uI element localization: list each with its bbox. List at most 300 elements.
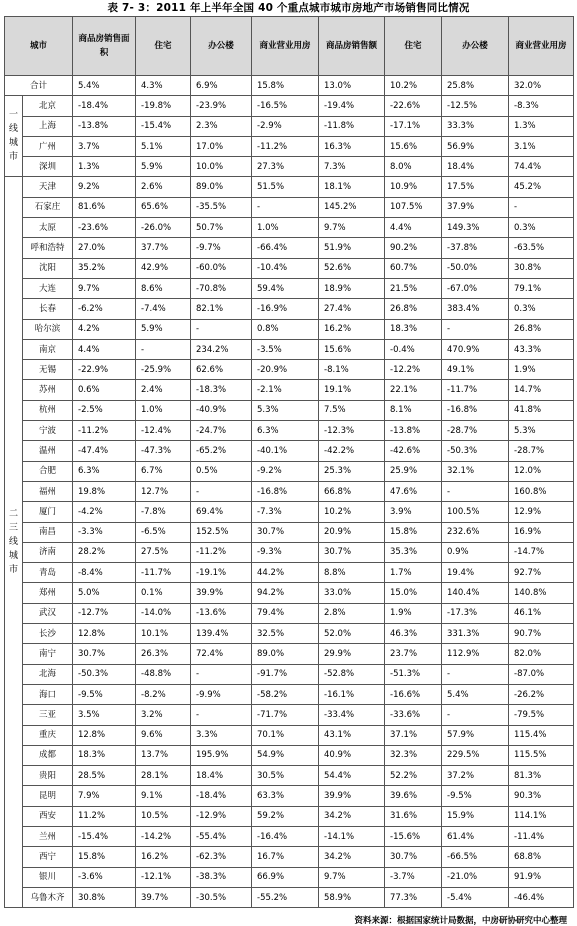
cell: 5.4%: [442, 684, 509, 704]
cell: -26.2%: [509, 684, 574, 704]
cell: -8.3%: [509, 96, 574, 116]
table-row: [5, 624, 574, 644]
cell: -6.5%: [136, 522, 191, 542]
cell: 66.9%: [252, 867, 319, 887]
cell: 0.1%: [136, 583, 191, 603]
city-name: 三亚: [23, 705, 73, 725]
cell: -6.2%: [73, 299, 136, 319]
cell: 81.3%: [509, 766, 574, 786]
cell: 8.1%: [385, 400, 442, 420]
cell: 50.7%: [191, 218, 252, 238]
city-name: 天津: [23, 177, 73, 197]
city-name: 成都: [23, 745, 73, 765]
cell: 12.8%: [73, 725, 136, 745]
city-name: 西宁: [23, 847, 73, 867]
cell: 5.3%: [509, 421, 574, 441]
city-name: 深圳: [23, 157, 73, 177]
header-amount-commercial: 商业营业用房: [509, 17, 574, 76]
cell: -50.3%: [442, 441, 509, 461]
cell: 16.2%: [319, 319, 385, 339]
table-row: [5, 157, 574, 177]
cell: -48.8%: [136, 664, 191, 684]
cell: 20.9%: [319, 522, 385, 542]
cell: -28.7%: [442, 421, 509, 441]
city-name: 银川: [23, 867, 73, 887]
cell: 30.8%: [509, 258, 574, 278]
cell: -33.6%: [385, 705, 442, 725]
table-row: [5, 725, 574, 745]
cell: -62.3%: [191, 847, 252, 867]
cell: 16.7%: [252, 847, 319, 867]
cell: -16.5%: [252, 96, 319, 116]
cell: 15.8%: [252, 76, 319, 96]
cell: 89.0%: [191, 177, 252, 197]
cell: 69.4%: [191, 502, 252, 522]
cell: -16.1%: [319, 684, 385, 704]
cell: 234.2%: [191, 339, 252, 359]
cell: 1.9%: [385, 603, 442, 623]
cell: 6.3%: [73, 461, 136, 481]
cell: 0.6%: [73, 380, 136, 400]
cell: 12.9%: [509, 502, 574, 522]
cell: 8.8%: [319, 563, 385, 583]
cell: -: [191, 481, 252, 501]
cell: 57.9%: [442, 725, 509, 745]
cell: 32.5%: [252, 624, 319, 644]
cell: 63.3%: [252, 786, 319, 806]
cell: 160.8%: [509, 481, 574, 501]
cell: 4.3%: [136, 76, 191, 96]
cell: 1.9%: [509, 360, 574, 380]
cell: 5.9%: [136, 319, 191, 339]
cell: 26.8%: [509, 319, 574, 339]
cell: 66.8%: [319, 481, 385, 501]
table-row: [5, 258, 574, 278]
cell: -12.5%: [442, 96, 509, 116]
cell: -12.1%: [136, 867, 191, 887]
first-tier-group-label: 一线城市: [5, 96, 23, 177]
table-row: [5, 583, 574, 603]
cell: -52.8%: [319, 664, 385, 684]
cell: -12.2%: [385, 360, 442, 380]
cell: -18.3%: [191, 380, 252, 400]
second-third-tier-group-label: 二三线城市: [5, 177, 23, 908]
city-name: 杭州: [23, 400, 73, 420]
cell: 59.4%: [252, 278, 319, 298]
cell: 33.3%: [442, 116, 509, 136]
table-row: [5, 461, 574, 481]
cell: 5.9%: [136, 157, 191, 177]
cell: -15.6%: [385, 826, 442, 846]
cell: -60.0%: [191, 258, 252, 278]
cell: -3.6%: [73, 867, 136, 887]
cell: 0.3%: [509, 299, 574, 319]
cell: 43.3%: [509, 339, 574, 359]
cell: 18.1%: [319, 177, 385, 197]
city-name: 济南: [23, 542, 73, 562]
cell: 29.9%: [319, 644, 385, 664]
cell: 60.7%: [385, 258, 442, 278]
table-row: [5, 380, 574, 400]
table-row: [5, 319, 574, 339]
cell: 25.8%: [442, 76, 509, 96]
cell: 100.5%: [442, 502, 509, 522]
cell: -11.8%: [319, 116, 385, 136]
cell: 18.4%: [191, 766, 252, 786]
cell: -19.4%: [319, 96, 385, 116]
cell: 40.9%: [319, 745, 385, 765]
cell: -0.4%: [385, 339, 442, 359]
cell: -: [442, 664, 509, 684]
cell: 12.8%: [73, 624, 136, 644]
cell: 62.6%: [191, 360, 252, 380]
cell: -47.4%: [73, 441, 136, 461]
cell: 13.0%: [319, 76, 385, 96]
table-row: [5, 887, 574, 907]
cell: 90.3%: [509, 786, 574, 806]
cell: -: [442, 481, 509, 501]
cell: -16.8%: [252, 481, 319, 501]
table-row: [5, 603, 574, 623]
cell: 51.9%: [319, 238, 385, 258]
cell: -11.2%: [252, 136, 319, 156]
cell: 16.9%: [509, 522, 574, 542]
table-row: [5, 786, 574, 806]
cell: -24.7%: [191, 421, 252, 441]
cell: -40.1%: [252, 441, 319, 461]
cell: -58.2%: [252, 684, 319, 704]
cell: -14.2%: [136, 826, 191, 846]
cell: -12.9%: [191, 806, 252, 826]
cell: 1.3%: [509, 116, 574, 136]
city-name: 长春: [23, 299, 73, 319]
cell: 1.7%: [385, 563, 442, 583]
cell: -55.4%: [191, 826, 252, 846]
cell: -7.3%: [252, 502, 319, 522]
cell: 39.9%: [191, 583, 252, 603]
cell: 30.7%: [252, 522, 319, 542]
cell: 39.6%: [385, 786, 442, 806]
cell: 27.5%: [136, 542, 191, 562]
cell: 5.3%: [252, 400, 319, 420]
cell: -37.8%: [442, 238, 509, 258]
cell: 10.2%: [385, 76, 442, 96]
cell: 22.1%: [385, 380, 442, 400]
city-name: 兰州: [23, 826, 73, 846]
cell: 61.4%: [442, 826, 509, 846]
table-row: [5, 502, 574, 522]
cell: -46.4%: [509, 887, 574, 907]
cell: -: [442, 705, 509, 725]
cell: -2.5%: [73, 400, 136, 420]
cell: 10.5%: [136, 806, 191, 826]
table-row: [5, 644, 574, 664]
cell: 152.5%: [191, 522, 252, 542]
city-name: 广州: [23, 136, 73, 156]
city-name: 北京: [23, 96, 73, 116]
cell: -7.4%: [136, 299, 191, 319]
cell: -66.5%: [442, 847, 509, 867]
cell: -11.7%: [442, 380, 509, 400]
cell: 33.0%: [319, 583, 385, 603]
cell: 4.4%: [385, 218, 442, 238]
cell: -9.9%: [191, 684, 252, 704]
cell: -8.1%: [319, 360, 385, 380]
cell: 47.6%: [385, 481, 442, 501]
cell: -19.8%: [136, 96, 191, 116]
cell: 54.9%: [252, 745, 319, 765]
cell: 51.5%: [252, 177, 319, 197]
city-name: 福州: [23, 481, 73, 501]
cell: 107.5%: [385, 197, 442, 217]
cell: -10.4%: [252, 258, 319, 278]
cell: -9.3%: [252, 542, 319, 562]
cell: 65.6%: [136, 197, 191, 217]
city-name: 昆明: [23, 786, 73, 806]
city-name: 宁波: [23, 421, 73, 441]
cell: -9.5%: [442, 786, 509, 806]
cell: -13.8%: [73, 116, 136, 136]
cell: -42.6%: [385, 441, 442, 461]
cell: -5.4%: [442, 887, 509, 907]
table-row: [5, 745, 574, 765]
cell: 15.0%: [385, 583, 442, 603]
cell: 39.7%: [136, 887, 191, 907]
cell: -20.9%: [252, 360, 319, 380]
cell: 19.4%: [442, 563, 509, 583]
table-row: [5, 684, 574, 704]
cell: -15.4%: [73, 826, 136, 846]
cell: -4.2%: [73, 502, 136, 522]
sales-table: [4, 16, 574, 908]
cell: 10.1%: [136, 624, 191, 644]
cell: 31.6%: [385, 806, 442, 826]
cell: 30.7%: [385, 847, 442, 867]
cell: 41.8%: [509, 400, 574, 420]
cell: -11.4%: [509, 826, 574, 846]
cell: -13.6%: [191, 603, 252, 623]
table-row: [5, 705, 574, 725]
header-area-commercial: 商业营业用房: [252, 17, 319, 76]
cell: -18.4%: [191, 786, 252, 806]
cell: 112.9%: [442, 644, 509, 664]
city-name: 西安: [23, 806, 73, 826]
cell: -23.6%: [73, 218, 136, 238]
table-row: [5, 867, 574, 887]
cell: 37.9%: [442, 197, 509, 217]
cell: 30.7%: [73, 644, 136, 664]
cell: 68.8%: [509, 847, 574, 867]
table-row: [5, 441, 574, 461]
table-row: [5, 136, 574, 156]
cell: 28.2%: [73, 542, 136, 562]
cell: 15.8%: [385, 522, 442, 542]
cell: 10.0%: [191, 157, 252, 177]
cell: -50.0%: [442, 258, 509, 278]
cell: 23.7%: [385, 644, 442, 664]
table-row: [5, 339, 574, 359]
cell: 18.3%: [385, 319, 442, 339]
cell: 74.4%: [509, 157, 574, 177]
cell: 0.5%: [191, 461, 252, 481]
cell: -16.4%: [252, 826, 319, 846]
cell: 34.2%: [319, 806, 385, 826]
cell: 37.7%: [136, 238, 191, 258]
cell: 3.2%: [136, 705, 191, 725]
cell: 26.8%: [385, 299, 442, 319]
cell: 59.2%: [252, 806, 319, 826]
cell: -25.9%: [136, 360, 191, 380]
cell: 37.2%: [442, 766, 509, 786]
cell: -9.2%: [252, 461, 319, 481]
table-row: [5, 360, 574, 380]
cell: -65.2%: [191, 441, 252, 461]
cell: 10.2%: [319, 502, 385, 522]
city-name: 乌鲁木齐: [23, 887, 73, 907]
table-row: [5, 116, 574, 136]
cell: 92.7%: [509, 563, 574, 583]
cell: 28.1%: [136, 766, 191, 786]
cell: 19.8%: [73, 481, 136, 501]
cell: 70.1%: [252, 725, 319, 745]
cell: 18.3%: [73, 745, 136, 765]
cell: 13.7%: [136, 745, 191, 765]
cell: -14.0%: [136, 603, 191, 623]
cell: 331.3%: [442, 624, 509, 644]
cell: 30.5%: [252, 766, 319, 786]
cell: 2.6%: [136, 177, 191, 197]
city-name: 温州: [23, 441, 73, 461]
cell: -22.9%: [73, 360, 136, 380]
cell: 14.7%: [509, 380, 574, 400]
cell: 15.6%: [385, 136, 442, 156]
cell: -14.1%: [319, 826, 385, 846]
cell: 21.5%: [385, 278, 442, 298]
header-row: [5, 17, 574, 76]
cell: 17.0%: [191, 136, 252, 156]
table-row: [5, 421, 574, 441]
cell: -33.4%: [319, 705, 385, 725]
cell: 30.8%: [73, 887, 136, 907]
city-name: 贵阳: [23, 766, 73, 786]
cell: 32.1%: [442, 461, 509, 481]
cell: 1.0%: [136, 400, 191, 420]
cell: 383.4%: [442, 299, 509, 319]
city-name: 哈尔滨: [23, 319, 73, 339]
cell: 7.3%: [319, 157, 385, 177]
cell: 19.1%: [319, 380, 385, 400]
table-row: [5, 847, 574, 867]
city-name: 南京: [23, 339, 73, 359]
cell: 77.3%: [385, 887, 442, 907]
cell: -16.8%: [442, 400, 509, 420]
cell: 232.6%: [442, 522, 509, 542]
table-title: 表 7- 3：2011 年上半年全国 40 个重点城市城市房地产市场销售同比情况: [107, 2, 470, 14]
cell: 5.1%: [136, 136, 191, 156]
cell: 15.9%: [442, 806, 509, 826]
cell: 0.8%: [252, 319, 319, 339]
cell: 37.1%: [385, 725, 442, 745]
cell: -40.9%: [191, 400, 252, 420]
cell: -63.5%: [509, 238, 574, 258]
city-name: 长沙: [23, 624, 73, 644]
cell: 15.6%: [319, 339, 385, 359]
table-row: [5, 299, 574, 319]
cell: 72.4%: [191, 644, 252, 664]
cell: 30.7%: [319, 542, 385, 562]
cell: -18.4%: [73, 96, 136, 116]
cell: 44.2%: [252, 563, 319, 583]
table-row: [5, 238, 574, 258]
cell: 12.0%: [509, 461, 574, 481]
cell: 9.1%: [136, 786, 191, 806]
table-row: [5, 522, 574, 542]
cell: -9.5%: [73, 684, 136, 704]
cell: 140.8%: [509, 583, 574, 603]
city-name: 石家庄: [23, 197, 73, 217]
cell: 9.7%: [73, 278, 136, 298]
cell: -2.1%: [252, 380, 319, 400]
cell: 27.4%: [319, 299, 385, 319]
city-name: 武汉: [23, 603, 73, 623]
cell: 2.4%: [136, 380, 191, 400]
cell: 4.2%: [73, 319, 136, 339]
cell: 49.1%: [442, 360, 509, 380]
table-row: [5, 96, 574, 116]
cell: -17.3%: [442, 603, 509, 623]
cell: 8.6%: [136, 278, 191, 298]
cell: 18.4%: [442, 157, 509, 177]
table-row: [5, 177, 574, 197]
cell: 18.9%: [319, 278, 385, 298]
city-name: 郑州: [23, 583, 73, 603]
source-note: 资料来源：根据国家统计局数据，中房研协研究中心整理: [354, 916, 567, 926]
cell: -35.5%: [191, 197, 252, 217]
table-row: [5, 278, 574, 298]
cell: 94.2%: [252, 583, 319, 603]
city-name: 南昌: [23, 522, 73, 542]
cell: 9.6%: [136, 725, 191, 745]
cell: 28.5%: [73, 766, 136, 786]
cell: 82.1%: [191, 299, 252, 319]
cell: -2.9%: [252, 116, 319, 136]
cell: 16.2%: [136, 847, 191, 867]
cell: -87.0%: [509, 664, 574, 684]
cell: 149.3%: [442, 218, 509, 238]
cell: 7.9%: [73, 786, 136, 806]
header-area-residential: 住宅: [136, 17, 191, 76]
cell: 89.0%: [252, 644, 319, 664]
city-name: 呼和浩特: [23, 238, 73, 258]
cell: 17.5%: [442, 177, 509, 197]
cell: 45.2%: [509, 177, 574, 197]
cell: -15.4%: [136, 116, 191, 136]
cell: 81.6%: [73, 197, 136, 217]
city-name: 太原: [23, 218, 73, 238]
cell: 52.6%: [319, 258, 385, 278]
cell: 82.0%: [509, 644, 574, 664]
cell: -: [252, 197, 319, 217]
cell: -71.7%: [252, 705, 319, 725]
cell: 34.2%: [319, 847, 385, 867]
cell: 46.3%: [385, 624, 442, 644]
cell: 0.9%: [442, 542, 509, 562]
cell: 9.2%: [73, 177, 136, 197]
cell: 91.9%: [509, 867, 574, 887]
city-name: 合肥: [23, 461, 73, 481]
cell: -30.5%: [191, 887, 252, 907]
cell: -47.3%: [136, 441, 191, 461]
